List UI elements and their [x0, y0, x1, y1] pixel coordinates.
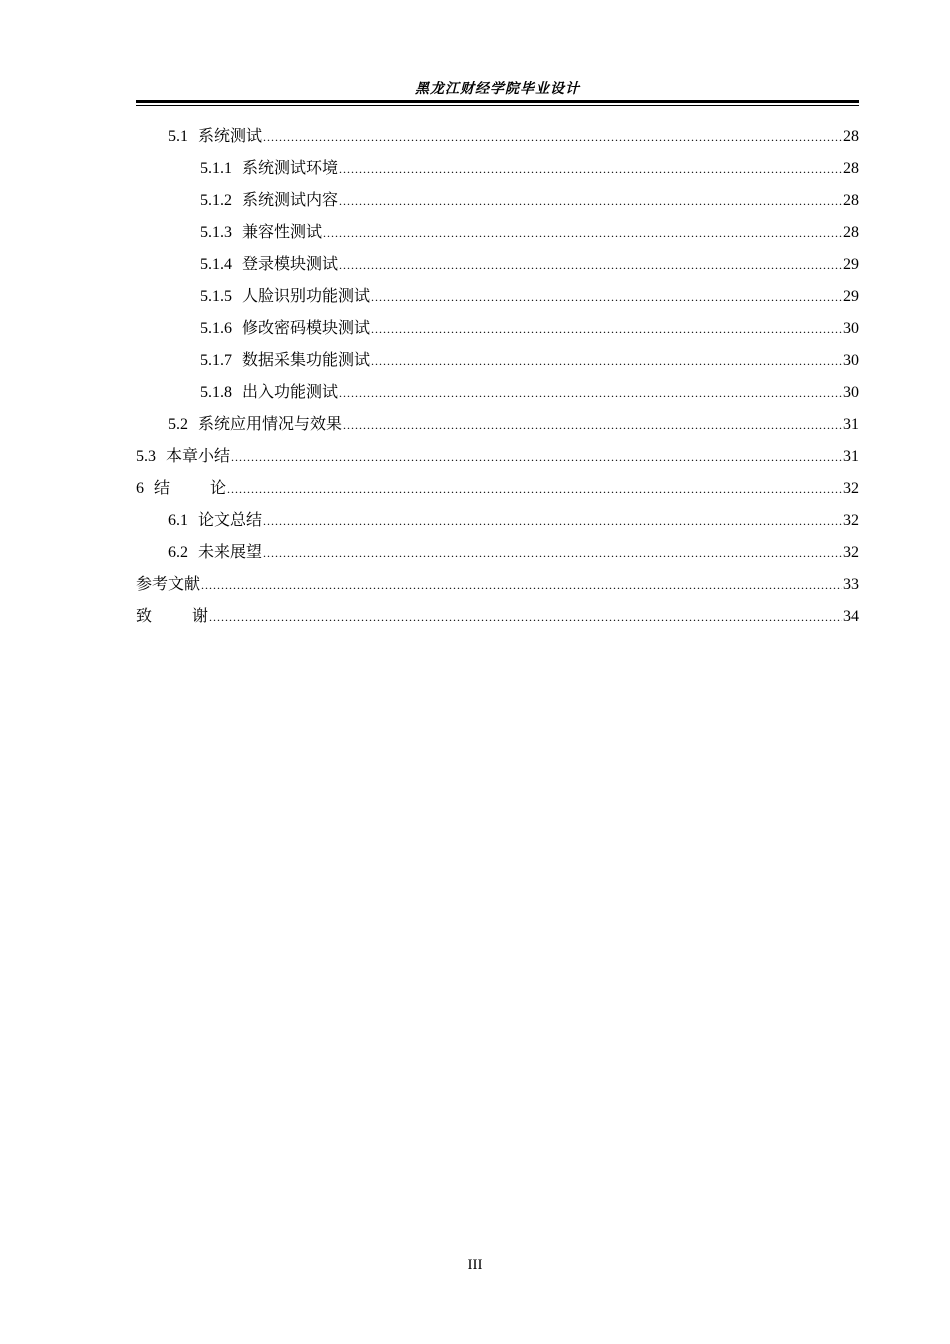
- toc-dot-leader: [339, 185, 842, 217]
- toc-entry-page: 29: [843, 288, 859, 305]
- toc-entry-page: 31: [843, 448, 859, 465]
- toc-entry-title: 登录模块测试: [242, 254, 339, 273]
- toc-entry-5-1-4[interactable]: [136, 248, 859, 280]
- toc-entry-page: 31: [843, 416, 859, 433]
- toc-dot-leader: [371, 281, 842, 313]
- toc-entry-title: 系统测试: [198, 126, 263, 145]
- toc-entry-5-3[interactable]: [136, 440, 859, 472]
- toc-entry-title: 兼容性测试: [242, 222, 323, 241]
- header-rule-thin: [136, 105, 859, 106]
- toc-entry-page: 34: [843, 608, 859, 625]
- toc-entry-6-2[interactable]: [136, 536, 859, 568]
- toc-entry-title-last-char: 论: [210, 478, 227, 497]
- toc-entry-number: 5.1.3: [200, 224, 232, 241]
- toc-entry-title: 人脸识别功能测试: [242, 286, 371, 305]
- table-of-contents: [136, 120, 859, 632]
- toc-entry-6-1[interactable]: [136, 504, 859, 536]
- toc-entry-title: 修改密码模块测试: [242, 318, 371, 337]
- toc-entry-page: 32: [843, 480, 859, 497]
- toc-entry-page: 28: [843, 192, 859, 209]
- toc-dot-leader: [339, 377, 842, 409]
- toc-entry-title: 系统应用情况与效果: [198, 414, 343, 433]
- toc-dot-leader: [231, 441, 842, 473]
- toc-entry-number: 5.1.5: [200, 288, 232, 305]
- toc-entry-5-1-5[interactable]: [136, 280, 859, 312]
- toc-entry-title-last-char: 谢: [192, 606, 209, 625]
- toc-dot-leader: [209, 601, 842, 633]
- toc-dot-leader: [323, 217, 842, 249]
- toc-entry-title: 参考文献: [136, 574, 201, 593]
- running-header: 黑龙江财经学院毕业设计: [415, 81, 580, 97]
- toc-entry-5-1-1[interactable]: [136, 152, 859, 184]
- toc-entry-page: 33: [843, 576, 859, 593]
- toc-dot-leader: [227, 473, 842, 505]
- toc-dot-leader: [371, 345, 842, 377]
- toc-entry-number: 5.1.1: [200, 160, 232, 177]
- toc-entry-number: 5.1.8: [200, 384, 232, 401]
- toc-dot-leader: [263, 505, 842, 537]
- toc-dot-leader: [339, 249, 842, 281]
- toc-entry-title-first-char: 结: [154, 478, 211, 497]
- toc-entry-5-1[interactable]: [136, 120, 859, 152]
- toc-entry-title-first-char: 致: [136, 606, 193, 625]
- toc-entry-page: 28: [843, 160, 859, 177]
- toc-entry-5-1-6[interactable]: [136, 312, 859, 344]
- toc-entry-page: 30: [843, 320, 859, 337]
- toc-entry-page: 28: [843, 224, 859, 241]
- toc-entry-page: 32: [843, 544, 859, 561]
- toc-entry-title: 论文总结: [198, 510, 263, 529]
- toc-dot-leader: [263, 537, 842, 569]
- toc-entry-title: 数据采集功能测试: [242, 350, 371, 369]
- toc-entry-number: 5.1.2: [200, 192, 232, 209]
- toc-entry-5-1-8[interactable]: [136, 376, 859, 408]
- toc-entry-page: 28: [843, 128, 859, 145]
- toc-entry-5-1-7[interactable]: [136, 344, 859, 376]
- toc-entry-5-2[interactable]: [136, 408, 859, 440]
- toc-dot-leader: [263, 121, 842, 153]
- toc-entry-5-1-3[interactable]: [136, 216, 859, 248]
- header-rule-thick: [136, 100, 859, 103]
- toc-entry-page: 30: [843, 352, 859, 369]
- toc-entry-number: 5.1: [168, 128, 188, 145]
- toc-entry-number: 6: [136, 480, 144, 497]
- toc-entry-page: 29: [843, 256, 859, 273]
- toc-dot-leader: [339, 153, 842, 185]
- toc-dot-leader: [343, 409, 842, 441]
- toc-entry-number: 5.1.6: [200, 320, 232, 337]
- toc-entry-acknowledgements[interactable]: [136, 600, 859, 632]
- toc-entry-number: 5.3: [136, 448, 156, 465]
- toc-entry-number: 6.2: [168, 544, 188, 561]
- toc-entry-title: 系统测试内容: [242, 190, 339, 209]
- toc-entry-number: 5.1.4: [200, 256, 232, 273]
- toc-entry-title: 出入功能测试: [242, 382, 339, 401]
- toc-entry-title: 本章小结: [166, 446, 231, 465]
- page-number-footer: III: [467, 1257, 483, 1273]
- toc-entry-5-1-2[interactable]: [136, 184, 859, 216]
- toc-entry-title: 系统测试环境: [242, 158, 339, 177]
- toc-entry-number: 5.2: [168, 416, 188, 433]
- toc-entry-page: 30: [843, 384, 859, 401]
- toc-dot-leader: [371, 313, 842, 345]
- toc-entry-title: 未来展望: [198, 542, 263, 561]
- toc-entry-number: 6.1: [168, 512, 188, 529]
- toc-entry-page: 32: [843, 512, 859, 529]
- toc-entry-6[interactable]: [136, 472, 859, 504]
- toc-entry-references[interactable]: [136, 568, 859, 600]
- toc-entry-number: 5.1.7: [200, 352, 232, 369]
- toc-dot-leader: [201, 569, 842, 601]
